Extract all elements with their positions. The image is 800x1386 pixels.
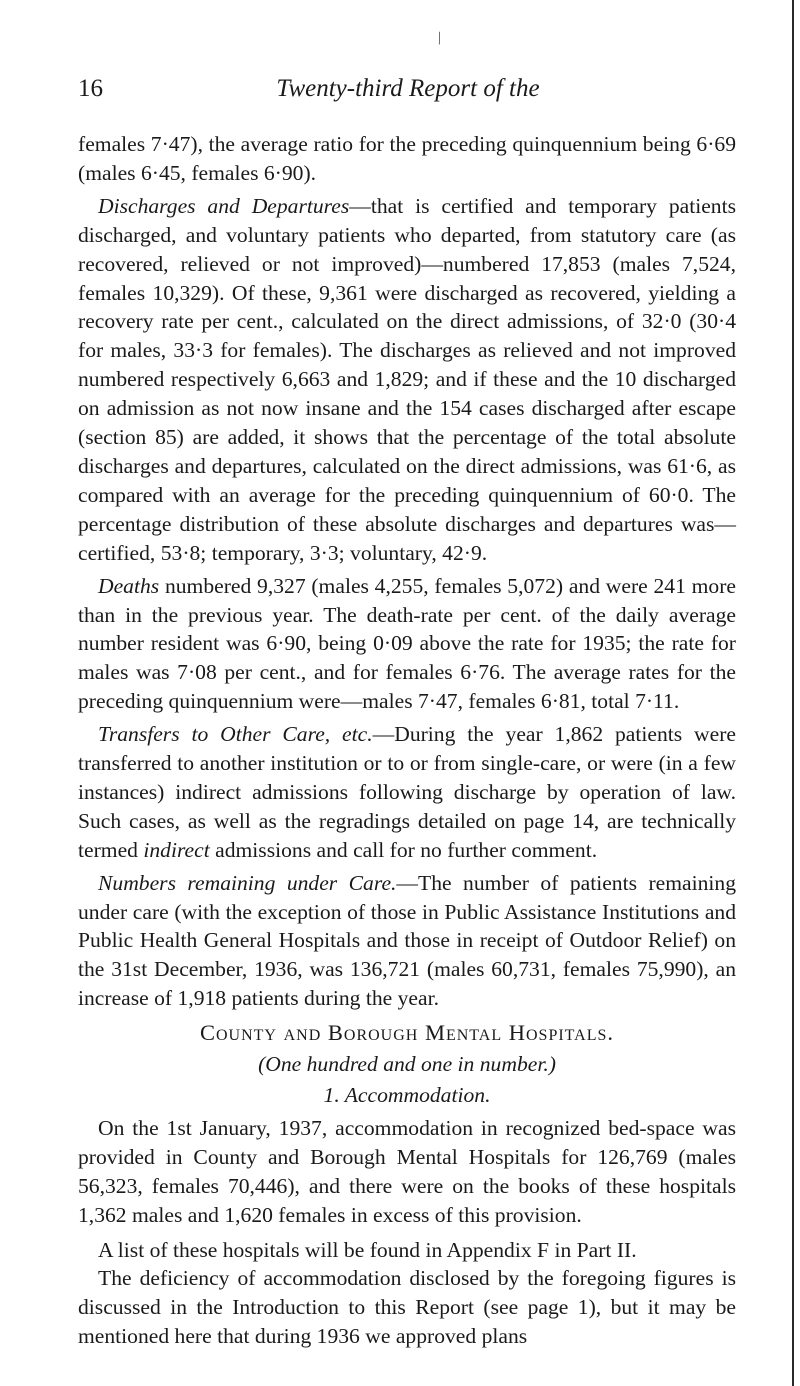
paragraph-discharges: Discharges and Departures—that is certified and temporary patients discharged, and voluntary patients who departed, from statutory care (as recovered, relieved or not improved)—numbered 17,853 (males 7,524, females 10,329). Of these, 9,361 were discharged as recovered, yielding a recovery rate per cent., calculated on the direct admissions, of 32·0 (30·4 for males, 33·3 for females). The discharges as relieved and not improved numbered respectively 6,663 and 1,829; and if these and the 10 discharged on admission as not now insane and the 154 cases discharged after escape (section 85) are added, it shows that the percentage of the total absolute discharges and departures, calculated on the direct admissions, was 61·6, as compared with an average for the preceding quinquennium of 60·0. The percentage distribution of these absolute discharges and departures was—certified, 53·8; temporary, 3·3; voluntary, 42·9. bbox=[78, 193, 736, 565]
section-heading: County and Borough Mental Hospitals. bbox=[199, 1020, 615, 1046]
lead-numbers-remaining: Numbers remaining under Care. bbox=[98, 870, 397, 895]
subsection-heading: 1. Accommodation. bbox=[323, 1083, 491, 1107]
paragraph-transfers: Transfers to Other Care, etc.—During the year 1,862 patients were transferred to another institution or to or from single-care, or were (in a few instances) indirect admissions following discharge by operation of law. Such cases, as well as the regradings detailed on page 14, are technically termed indirect admissions and call for no further comment. bbox=[78, 722, 736, 862]
emphasis-indirect: indirect bbox=[143, 837, 210, 862]
lead-discharges: Discharges and Departures bbox=[98, 193, 350, 218]
page-body bbox=[78, 130, 736, 1351]
page-number: 16 bbox=[78, 75, 103, 102]
paragraph-deaths: Deaths numbered 9,327 (males 4,255, females 5,072) and were 241 more than in the previous year. The death-rate per cent. of the daily average number resident was 6·90, being 0·09 above the rate for 1935; the rate for males was 7·08 per cent., and for females 6·76. The average rates for the preceding quinquennium were—males 7·47, females 6·81, total 7·11. bbox=[78, 573, 736, 714]
paragraph-continued: females 7·47), the average ratio for the preceding quinquennium being 6·69 (males 6·45, females 6·90). bbox=[78, 132, 736, 185]
section-subheading: (One hundred and one in number.) bbox=[258, 1052, 556, 1077]
lead-deaths: Deaths bbox=[98, 573, 160, 598]
page-edge-rule bbox=[792, 0, 794, 1386]
paragraph-appendix: A list of these hospitals will be found in Appendix F in Part II. bbox=[98, 1237, 637, 1262]
paragraph-accommodation: On the 1st January, 1937, accommodation in recognized bed-space was provided in County and Borough Mental Hospitals for 126,769 (males 56,323, females 70,446), and there were on the books of these hospitals 1,362 males and 1,620 females in excess of this provision. bbox=[78, 1115, 736, 1227]
paragraph-numbers-remaining: Numbers remaining under Care.—The number of patients remaining under care (with the exception of those in Public Assistance Institutions and Public Health General Hospitals and those in receipt of Outdoor Relief) on the 31st December, 1936, was 136,721 (males 60,731, females 75,990), an increase of 1,918 patients during the year. bbox=[78, 870, 736, 1011]
running-title: Twenty-third Report of the bbox=[276, 75, 540, 102]
pen-mark: / bbox=[433, 27, 445, 49]
paragraph-deficiency: The deficiency of accommodation disclosed by the foregoing figures is discussed in the Introduction to this Report (see page 1), but it may be mentioned here that during 1936 we approved plans bbox=[78, 1266, 736, 1349]
lead-transfers: Transfers to Other Care, etc. bbox=[98, 722, 373, 747]
